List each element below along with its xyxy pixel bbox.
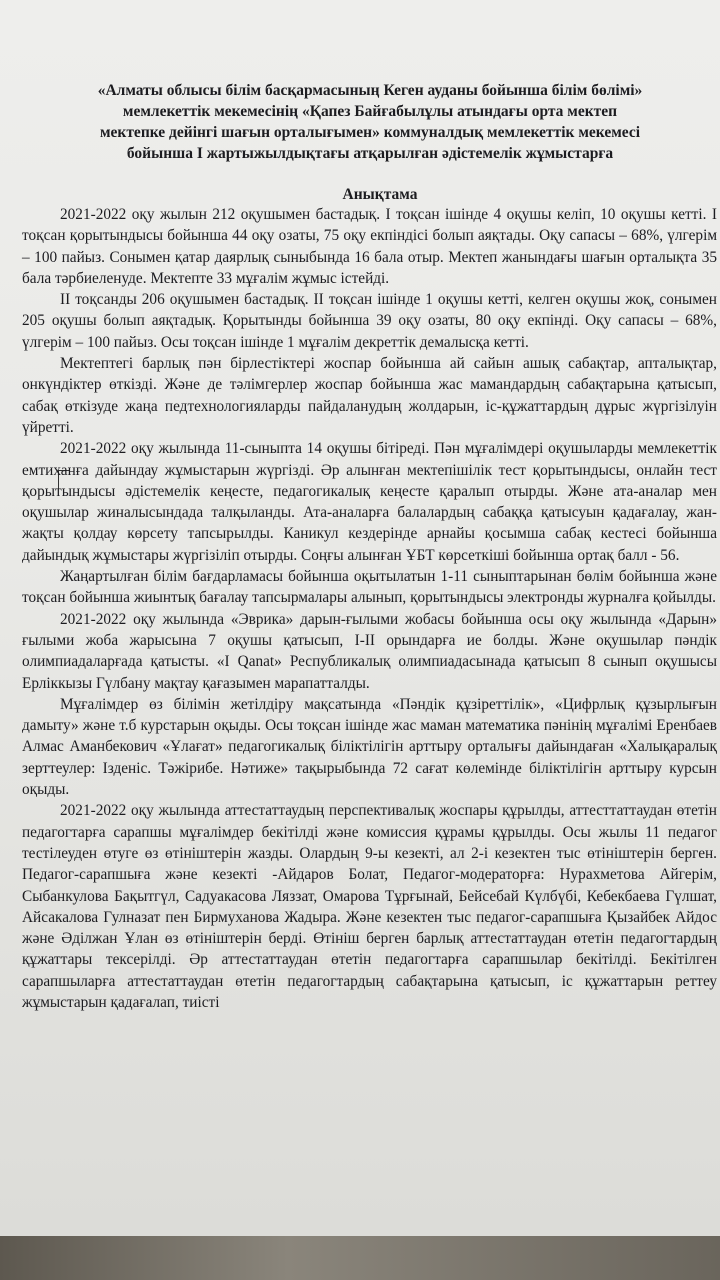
header-line: мектепке дейінгі шағын орталығымен» коммуналдық мемлекеттік мекемесі [99,124,641,141]
background-surface [0,1236,720,1280]
paragraph: 2021-2022 оқу жылында 11-сыныпта 14 оқушы бітіреді. Пән мұғалімдері оқушыларды мемлекеттік емтиханға дайындау жұмыстарын жүргізді. Әр алынған мектепішілік тест қорытындысы, онлайн тест қорытындысы әдістемелік кеңесте, педагогикалық кеңесте қаралып отырды. Және ата-аналар мен оқушылар жиналысындада талқыланды. Ата-аналарға балалардың сабаққа қатысуын қадағалау, жан-жақты қолдау көрсету тапсырылды. Каникул кездерінде арнайы қосымша сабақ кестесі бойынша дайындық жұмыстары жүргізіліп отырды. Соңғы алынған ҰБТ көрсеткіші бойынша ортақ балл - 56. [22,440,717,564]
paragraph: ІІ тоқсанды 206 оқушымен бастадық. ІІ тоқсан ішінде 1 оқушы кетті, келген оқушы жоқ, сонымен 205 оқушы болып аяқтадық. Қорытынды бойынша 39 оқу озаты, 80 оқу екпінді. Оқу сапасы – 68%, үлгерім – 100 пайыз. Осы тоқсан ішінде 1 мұғалім декреттік демалысқа кетті. [22,291,717,351]
document-body [22,204,717,1013]
paragraph: 2021-2022 оқу жылында «Эврика» дарын-ғылыми жобасы бойынша осы оқу жылында «Дарын» ғылыми жоба жарысына 7 оқушы қатысып, І-ІІ орындарға ие болды. Және оқушылар пәндік олимпиадаларғада қатысты. «І Qanat» Республикалық олимпиадасынада қатысып 8 сынып оқушысы Ерліккызы Гүлбану мақтау қағазымен марапатталды. [22,610,717,692]
paragraph: 2021-2022 оқу жылын 212 оқушымен бастадық. І тоқсан ішінде 4 оқушы келіп, 10 оқушы кетті. І тоқсан қорытындысы бойынша 44 оқу озаты, 75 оқу екпіндісі болып аяқтады. Оқу сапасы – 68%, үлгерім – 100 пайыз. Сонымен қатар даярлық сыныбында 16 бала отыр. Мектеп жанындағы шағын орталықта 35 бала тәрбиеленуде. Мектепте 33 мұғалім жұмыс істейді. [22,206,717,287]
paragraph: 2021-2022 оқу жылында аттестаттаудың перспективалық жоспары құрылды, аттесттаттаудан өтетін педагогтарға сарапшы мұғалімдер бекітілді және комиссия құрамы құрылды. Осы жылы 11 педагог тестілеуден өтуге өз өтініштерін жазды. Олардың 9-ы кезекті, ал 2-і кезектен тыс өтініштерін берген. Педагог-сарапшыға және кезекті -Айдаров Болат, Педагог-модераторға: Нурахметова Айгерім, Сыбанкулова Бақытгүл, Садуакасова Ляззат, Омарова Тұрғынай, Бейсебай Күлбүбі, Кебекбаева Гүлшат, Айсакалова Гулназат пен Бирмуханова Жадыра. Және кезектен тыс педагог-сарапшыға Қызайбек Айдос және Әділжан Ұлан өз өтініштерін берді. Өтініш берген барлық аттестаттаудан өтетін педагогтардың құжаттары тексерілді. Әр аттестаттаудан өтетін педагогтарға сарапшылар бекітілді. Бекітілген сарапшыларға аттестаттаудан өтетін педагогтардың сабақтарына қатысып, іс құжаттарын реттеу жұмыстарын қадағалап, тиісті [22,802,717,1011]
document-title: Анықтама [342,186,418,203]
document-header [40,80,700,164]
paragraph: Жаңартылған білім бағдарламасы бойынша оқытылатын 1-11 сыныптарынан бөлім бойынша және тоқсан бойынша жиынтық бағалау тапсырмалары алынып, қорытындысы электронды журналға қойылды. [22,568,717,607]
header-line: бойынша І жартыжылдықтағы атқарылған әдістемелік жұмыстарға [126,145,614,162]
header-line: «Алматы облысы білім басқармасының Кеген ауданы бойынша білім бөлімі» [97,82,643,99]
paragraph: Мектептегі барлық пән бірлестіктері жоспар бойынша ай сайын ашық сабақтар, апталықтар, онкүндіктер өткізді. Және де тәлімгерлер жоспар бойынша жас мамандардың сабақтарына қатысып, сабақ өткізуде жаңа педтехнологияларды пайдаланудың жолдарын, іс-құжаттардың дұрыс жүргізілуін үйретті. [22,355,717,436]
header-line: мемлекеттік мекемесінің «Қапез Байғабылұлы атындағы орта мектеп [122,103,618,120]
paragraph: Мұғалімдер өз білімін жетілдіру мақсатында «Пәндік құзіреттілік», «Цифрлық құзырлығын дамыту» және т.б курстарын оқыды. Осы тоқсан ішінде жас маман математика пәнінің мұғалімі Еренбаев Алмас Аманбекович «Ұлағат» педагогикалық біліктілігін арттыру орталығы дайындаған «Халықаралық зерттеулер: Ізденіс. Тәжірибе. Нәтиже» тақырыбында 72 сағат көлемінде біліктілігін арттыру курсын оқыды. [22,695,717,799]
